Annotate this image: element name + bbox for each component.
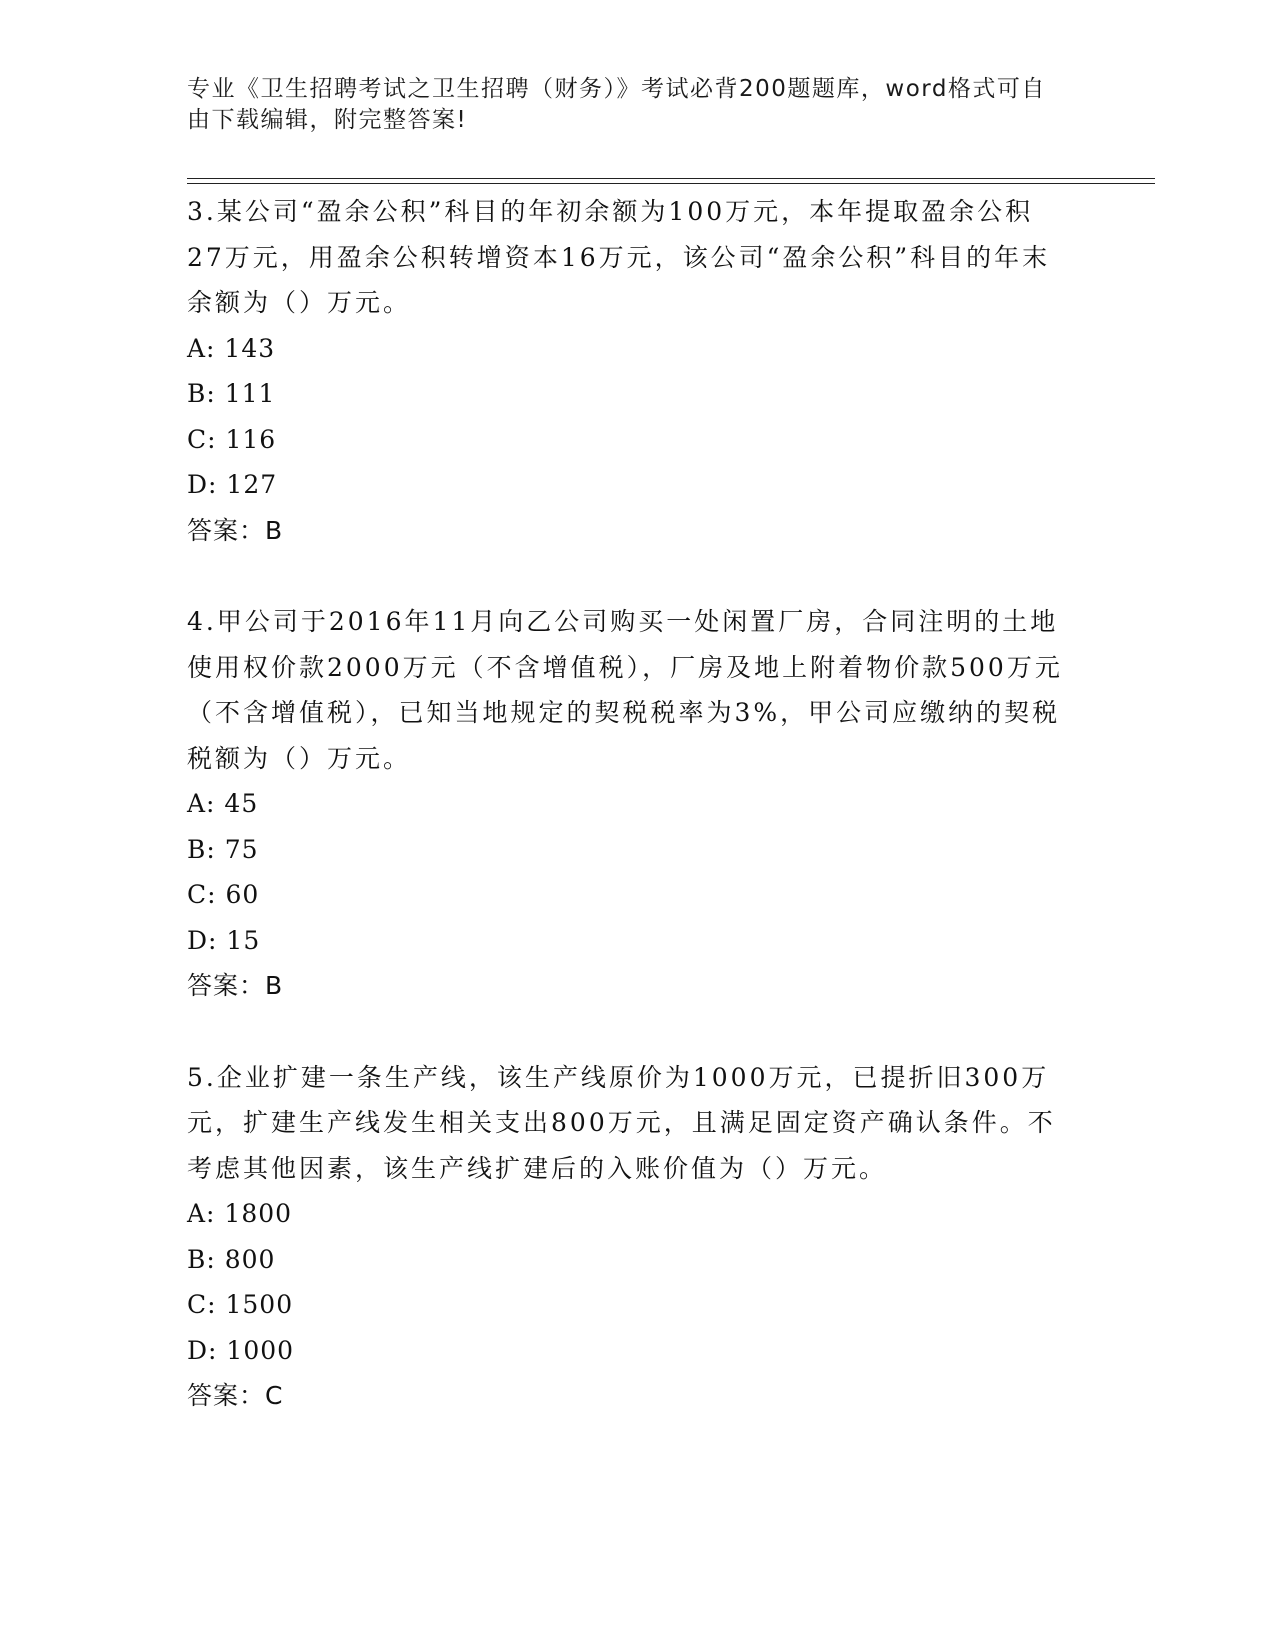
option-a: A: 1800 [187, 1199, 293, 1228]
answer-line: 答案：B [187, 971, 284, 1000]
option-d: D: 127 [187, 470, 278, 499]
question-item [187, 599, 1067, 1009]
question-list [187, 189, 1067, 1465]
option-c: C: 1500 [187, 1290, 294, 1319]
option-c: C: 60 [187, 880, 260, 909]
question-item [187, 1055, 1067, 1419]
header-divider-line [187, 178, 1155, 179]
answer-line: 答案：B [187, 515, 284, 545]
option-d: D: 15 [187, 925, 261, 955]
option-d: D: 1000 [187, 1335, 295, 1365]
option-b: B: 111 [187, 379, 276, 408]
question-stem: 4.甲公司于2016年11月向乙公司购买一处闲置厂房，合同注明的土地使用权价款2000万元（不含增值税），厂房及地上附着物价款500万元（不含增值税），已知当地规定的契税税率为3%，甲公司应缴纳的契税税额为（）万元。 [187, 607, 1063, 773]
option-b: B: 75 [187, 834, 259, 864]
option-b: B: 800 [187, 1244, 276, 1274]
question-stem: 3.某公司“盈余公积”科目的年初余额为100万元，本年提取盈余公积27万元，用盈余公积转增资本16万元，该公司“盈余公积”科目的年末余额为（）万元。 [187, 197, 1051, 317]
question-stem: 5.企业扩建一条生产线，该生产线原价为1000万元，已提折旧300万元，扩建生产线发生相关支出800万元，且满足固定资产确认条件。不考虑其他因素，该生产线扩建后的入账价值为（）万元。 [187, 1062, 1056, 1183]
answer-line: 答案：C [187, 1381, 284, 1410]
option-c: C: 116 [187, 424, 277, 454]
document-header: 专业《卫生招聘考试之卫生招聘（财务）》考试必背200题题库，word格式可自由下载编辑，附完整答案! [187, 76, 1046, 133]
header-divider-line [187, 183, 1155, 184]
option-a: A: 143 [187, 333, 276, 363]
option-a: A: 45 [187, 789, 259, 818]
question-item [187, 189, 1067, 553]
